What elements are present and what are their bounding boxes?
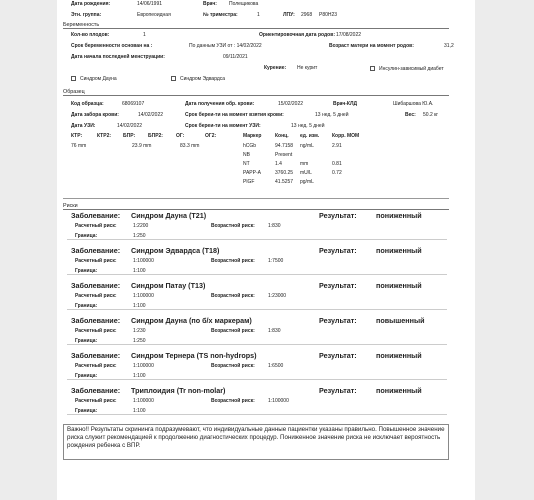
disclaimer-note: Важно!! Результаты скрининга подразумевают, что индивидуальные данные пациентки указаны правильно. Повышенное значение риска служит рекомендацией к продолжению диагностических процедур. Пониженное значение риска не исключает вероятность рождения ребенка с ВПР. xyxy=(63,424,449,460)
ga-us-value: 13 нед. 5 дней xyxy=(291,123,325,129)
result-value: пониженный xyxy=(376,211,422,220)
risk-separator xyxy=(67,344,447,345)
bpr-value: 23.9 mm xyxy=(132,143,152,149)
result-value: пониженный xyxy=(376,246,422,255)
marker-col-header: Маркер xyxy=(243,133,262,139)
bpr2-label: БПР2: xyxy=(148,133,163,139)
ga-blood-value: 13 нед. 5 дней xyxy=(315,112,349,118)
disease-label: Заболевание: xyxy=(71,386,121,395)
result-value: пониженный xyxy=(376,351,422,360)
down-syndrome-checkbox-label: Синдром Дауна xyxy=(80,76,117,82)
marker-marker-cell: PAPP-A xyxy=(243,170,261,176)
sample-section-bottom-rule xyxy=(63,198,449,199)
risks-section-title: Риски xyxy=(63,202,449,210)
edwards-syndrome-checkbox[interactable] xyxy=(171,76,176,81)
border-label: Граница: xyxy=(75,338,98,344)
calc-risk-value: 1:100000 xyxy=(133,398,154,404)
age-risk-label: Возрастной риск: xyxy=(211,398,255,404)
unit-col-header: ед. изм. xyxy=(300,133,320,139)
trimester-value: 1 xyxy=(257,12,260,18)
marker-unit-cell: ng/mL xyxy=(300,143,314,149)
ga-us-label: Срок береи-ти на момент УЗИ: xyxy=(185,123,261,129)
marker-mom-cell: 0.81 xyxy=(332,161,342,167)
age-risk-label: Возрастной риск: xyxy=(211,258,255,264)
result-value: повышенный xyxy=(376,316,425,325)
ga-basis-label: Срок беременности основан на : xyxy=(71,43,153,49)
disease-label: Заболевание: xyxy=(71,246,121,255)
lmp-value: 09/11/2021 xyxy=(223,54,248,60)
smoking-value: Не курит xyxy=(297,65,318,71)
result-label: Результат: xyxy=(319,386,357,395)
marker-marker-cell: NT xyxy=(243,161,250,167)
ktr-label: КТР: xyxy=(71,133,83,139)
calc-risk-value: 1:2200 xyxy=(133,223,149,229)
us-date-label: Дата УЗИ: xyxy=(71,123,96,129)
calc-risk-label: Расчетный риск: xyxy=(75,223,117,229)
age-risk-value: 1:7500 xyxy=(268,258,284,264)
og2-label: ОГ2: xyxy=(205,133,217,139)
ktr-value: 76 mm xyxy=(71,143,87,149)
disease-label: Заболевание: xyxy=(71,211,121,220)
lpu-name: Р80Н23 xyxy=(319,12,338,18)
og-label: ОГ: xyxy=(176,133,185,139)
age-risk-value: 1:830 xyxy=(268,223,281,229)
calc-risk-label: Расчетный риск: xyxy=(75,258,117,264)
risk-block xyxy=(71,247,451,277)
marker-mom-cell: 0.72 xyxy=(332,170,342,176)
og-value: 83.3 mm xyxy=(180,143,200,149)
risk-block xyxy=(71,387,451,417)
disease-label: Заболевание: xyxy=(71,351,121,360)
risk-separator xyxy=(67,379,447,380)
border-label: Граница: xyxy=(75,268,98,274)
trimester-label: № триместра: xyxy=(203,12,238,18)
marker-unit-cell: mm xyxy=(300,161,309,167)
insulin-diabetes-checkbox[interactable] xyxy=(370,66,375,71)
disease-label: Заболевание: xyxy=(71,316,121,325)
risk-separator xyxy=(67,274,447,275)
sample-section-title: Образец xyxy=(63,88,449,96)
lpu-label: ЛПУ: xyxy=(283,12,295,18)
collected-value: 14/02/2022 xyxy=(138,112,164,118)
risk-block xyxy=(71,282,451,312)
border-label: Граница: xyxy=(75,233,98,239)
ktr2-label: КТР2: xyxy=(97,133,112,139)
marker-marker-cell: PlGF xyxy=(243,179,255,185)
marker-conc-cell: 3760.25 xyxy=(275,170,294,176)
calc-risk-value: 1:100000 xyxy=(133,293,154,299)
border-label: Граница: xyxy=(75,373,98,379)
age-risk-value: 1:830 xyxy=(268,328,281,334)
risk-separator xyxy=(67,414,447,415)
disease-name: Синдром Дауна (Т21) xyxy=(131,211,207,220)
risk-block xyxy=(71,212,451,242)
due-date-label: Ориентировочная дата родов: xyxy=(259,32,335,38)
calc-risk-value: 1:100000 xyxy=(133,363,154,369)
age-risk-label: Возрастной риск: xyxy=(211,223,255,229)
collected-label: Дата забора крови: xyxy=(71,112,119,118)
bpr-label: БПР: xyxy=(123,133,136,139)
disease-name: Триплоидия (Tr non-molar) xyxy=(131,386,226,395)
age-risk-value: 1:6500 xyxy=(268,363,284,369)
risk-block xyxy=(71,352,451,382)
result-label: Результат: xyxy=(319,281,357,290)
border-label: Граница: xyxy=(75,408,98,414)
age-risk-label: Возрастной риск: xyxy=(211,293,255,299)
due-date-value: 17/08/2022 xyxy=(336,32,362,38)
doctor-value: Полещикова xyxy=(229,1,259,7)
lmp-label: Дата начала последней менструации: xyxy=(71,54,165,60)
border-value: 1:100 xyxy=(133,268,146,274)
mother-age-value: 31,2 xyxy=(444,43,454,49)
ethnic-label: Этн. группа: xyxy=(71,12,102,18)
border-label: Граница: xyxy=(75,303,98,309)
disease-name: Синдром Эдвардса (Т18) xyxy=(131,246,220,255)
calc-risk-label: Расчетный риск: xyxy=(75,398,117,404)
result-value: пониженный xyxy=(376,386,422,395)
doctor-kld-value: Шибаршова Ю.А. xyxy=(393,101,434,107)
risk-separator xyxy=(67,309,447,310)
marker-marker-cell: NB xyxy=(243,152,250,158)
result-label: Результат: xyxy=(319,316,357,325)
sample-code-label: Код образца: xyxy=(71,101,104,107)
risk-separator xyxy=(67,239,447,240)
border-value: 1:100 xyxy=(133,303,146,309)
marker-mom-cell: 2.91 xyxy=(332,143,342,149)
ethnic-value: Европеоидная xyxy=(137,12,171,18)
fetuses-value: 1 xyxy=(143,32,146,38)
received-label: Дата получения обр. крови: xyxy=(185,101,255,107)
border-value: 1:100 xyxy=(133,408,146,414)
sample-code-value: 68069107 xyxy=(122,101,145,107)
disease-name: Синдром Дауна (по б/х маркерам) xyxy=(131,316,252,325)
calc-risk-label: Расчетный риск: xyxy=(75,328,117,334)
marker-unit-cell: mU/L xyxy=(300,170,312,176)
result-label: Результат: xyxy=(319,351,357,360)
doctor-kld-label: Врач-КЛД xyxy=(333,101,358,107)
marker-conc-cell: 94.7158 xyxy=(275,143,294,149)
mother-age-label: Возраст матери на момент родов: xyxy=(329,43,414,49)
risk-block xyxy=(71,317,451,347)
insulin-diabetes-checkbox-label: Инсулин-зависимый диабет xyxy=(379,66,444,72)
result-label: Результат: xyxy=(319,246,357,255)
dob-label: Дата рождения: xyxy=(71,1,111,7)
calc-risk-label: Расчетный риск: xyxy=(75,363,117,369)
ga-blood-label: Срок береи-ти на момент взятия крови: xyxy=(185,112,284,118)
lpu-code: 2968 xyxy=(301,12,313,18)
fetuses-label: Кол-во плодов: xyxy=(71,32,110,38)
edwards-syndrome-checkbox-label: Синдром Эдвардса xyxy=(180,76,226,82)
marker-conc-cell: 41.5257 xyxy=(275,179,294,185)
disease-name: Синдром Патау (Т13) xyxy=(131,281,206,290)
marker-marker-cell: hCGb xyxy=(243,143,257,149)
border-value: 1:250 xyxy=(133,233,146,239)
marker-conc-cell: 1.4 xyxy=(275,161,282,167)
calc-risk-value: 1:230 xyxy=(133,328,146,334)
weight-value: 50.2 кг xyxy=(423,112,439,118)
age-risk-value: 1:100000 xyxy=(268,398,289,404)
ga-basis-value: По данным УЗИ от : 14/02/2022 xyxy=(189,43,262,49)
disease-name: Синдром Тернера (TS non-hydrops) xyxy=(131,351,257,360)
age-risk-label: Возрастной риск: xyxy=(211,328,255,334)
result-value: пониженный xyxy=(376,281,422,290)
age-risk-value: 1:23000 xyxy=(268,293,287,299)
result-label: Результат: xyxy=(319,211,357,220)
pregnancy-section-title: Беременность xyxy=(63,21,449,29)
mom-col-header: Корр. МОМ xyxy=(332,133,360,139)
marker-conc-cell: Present xyxy=(275,152,293,158)
age-risk-label: Возрастной риск: xyxy=(211,363,255,369)
disease-label: Заболевание: xyxy=(71,281,121,290)
received-value: 15/02/2022 xyxy=(278,101,304,107)
border-value: 1:100 xyxy=(133,373,146,379)
report-page xyxy=(57,0,475,500)
weight-label: Вес: xyxy=(405,112,416,118)
smoking-label: Курение: xyxy=(264,65,287,71)
us-date-value: 14/02/2022 xyxy=(117,123,143,129)
calc-risk-label: Расчетный риск: xyxy=(75,293,117,299)
doctor-label: Врач: xyxy=(203,1,217,7)
border-value: 1:250 xyxy=(133,338,146,344)
dob-value: 14/06/1991 xyxy=(137,1,163,7)
down-syndrome-checkbox[interactable] xyxy=(71,76,76,81)
marker-unit-cell: pg/mL xyxy=(300,179,314,185)
conc-col-header: Конц. xyxy=(275,133,289,139)
calc-risk-value: 1:100000 xyxy=(133,258,154,264)
